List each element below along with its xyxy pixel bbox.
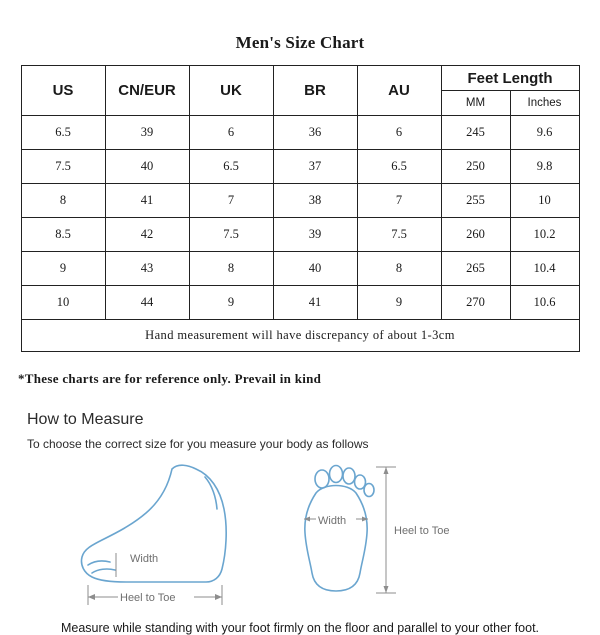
measurement-diagram: [0, 457, 600, 617]
column-header-mm: MM: [441, 91, 510, 116]
side-view-heel-to-toe-label: Heel to Toe: [120, 592, 176, 604]
top-view-heel-to-toe-dimension: [376, 467, 449, 593]
side-view-heel-to-toe-dimension: [88, 585, 222, 605]
cell-mm: 260: [441, 218, 510, 252]
cell-inches: 9.8: [510, 150, 579, 184]
cell-us: 6.5: [21, 116, 105, 150]
side-view-width-label: Width: [130, 553, 159, 565]
how-to-measure-heading: How to Measure: [27, 411, 144, 428]
cell-uk: 6.5: [189, 150, 273, 184]
top-view-foot-icon: [305, 466, 374, 592]
table-footer-row: [21, 320, 579, 352]
cell-mm: 245: [441, 116, 510, 150]
cell-au: 6.5: [357, 150, 441, 184]
cell-au: 7: [357, 184, 441, 218]
table-row: [21, 150, 579, 184]
top-view-heel-to-toe-label: Heel to Toe: [394, 525, 450, 537]
table-header-row-1: [21, 66, 579, 91]
table-head: [21, 66, 579, 116]
cell-br: 39: [273, 218, 357, 252]
column-header-cn-eur: CN/EUR: [105, 66, 189, 116]
top-view-width-dimension: [304, 513, 368, 527]
cell-inches: 10.4: [510, 252, 579, 286]
foot-diagram-svg: [0, 457, 600, 617]
cell-inches: 10: [510, 184, 579, 218]
cell-br: 37: [273, 150, 357, 184]
column-header-au: AU: [357, 66, 441, 116]
top-view-width-label: Width: [318, 515, 347, 527]
cell-cn-eur: 42: [105, 218, 189, 252]
column-header-inches: Inches: [510, 91, 579, 116]
table-row: [21, 286, 579, 320]
cell-cn-eur: 39: [105, 116, 189, 150]
cell-uk: 7: [189, 184, 273, 218]
column-header-br: BR: [273, 66, 357, 116]
cell-br: 38: [273, 184, 357, 218]
column-header-us: US: [21, 66, 105, 116]
cell-uk: 9: [189, 286, 273, 320]
cell-cn-eur: 41: [105, 184, 189, 218]
cell-us: 7.5: [21, 150, 105, 184]
cell-uk: 8: [189, 252, 273, 286]
cell-uk: 6: [189, 116, 273, 150]
page-title: Men's Size Chart: [235, 33, 365, 52]
cell-us: 8.5: [21, 218, 105, 252]
cell-cn-eur: 44: [105, 286, 189, 320]
cell-au: 9: [357, 286, 441, 320]
cell-au: 7.5: [357, 218, 441, 252]
cell-cn-eur: 43: [105, 252, 189, 286]
measure-instruction-footer: Measure while standing with your foot firmly on the floor and parallel to your other foot.: [60, 621, 540, 635]
cell-uk: 7.5: [189, 218, 273, 252]
cell-au: 6: [357, 116, 441, 150]
cell-mm: 265: [441, 252, 510, 286]
table-row: [21, 218, 579, 252]
table-body: [21, 116, 579, 352]
how-to-measure-subheading: To choose the correct size for you measure your body as follows: [27, 437, 369, 451]
cell-us: 9: [21, 252, 105, 286]
table-row: [21, 184, 579, 218]
cell-br: 41: [273, 286, 357, 320]
cell-us: 8: [21, 184, 105, 218]
table-row: [21, 252, 579, 286]
cell-mm: 255: [441, 184, 510, 218]
column-header-feet-length: Feet Length: [441, 66, 579, 91]
hand-measurement-note: Hand measurement will have discrepancy of about 1-3cm: [21, 320, 579, 352]
cell-mm: 250: [441, 150, 510, 184]
reference-disclaimer: *These charts are for reference only. Prevail in kind: [18, 371, 322, 386]
cell-cn-eur: 40: [105, 150, 189, 184]
cell-us: 10: [21, 286, 105, 320]
cell-br: 40: [273, 252, 357, 286]
side-view-width-dimension: [116, 553, 158, 577]
cell-br: 36: [273, 116, 357, 150]
cell-inches: 10.2: [510, 218, 579, 252]
cell-inches: 10.6: [510, 286, 579, 320]
table-row: [21, 116, 579, 150]
size-chart-table: [21, 65, 580, 352]
column-header-uk: UK: [189, 66, 273, 116]
cell-inches: 9.6: [510, 116, 579, 150]
cell-mm: 270: [441, 286, 510, 320]
cell-au: 8: [357, 252, 441, 286]
